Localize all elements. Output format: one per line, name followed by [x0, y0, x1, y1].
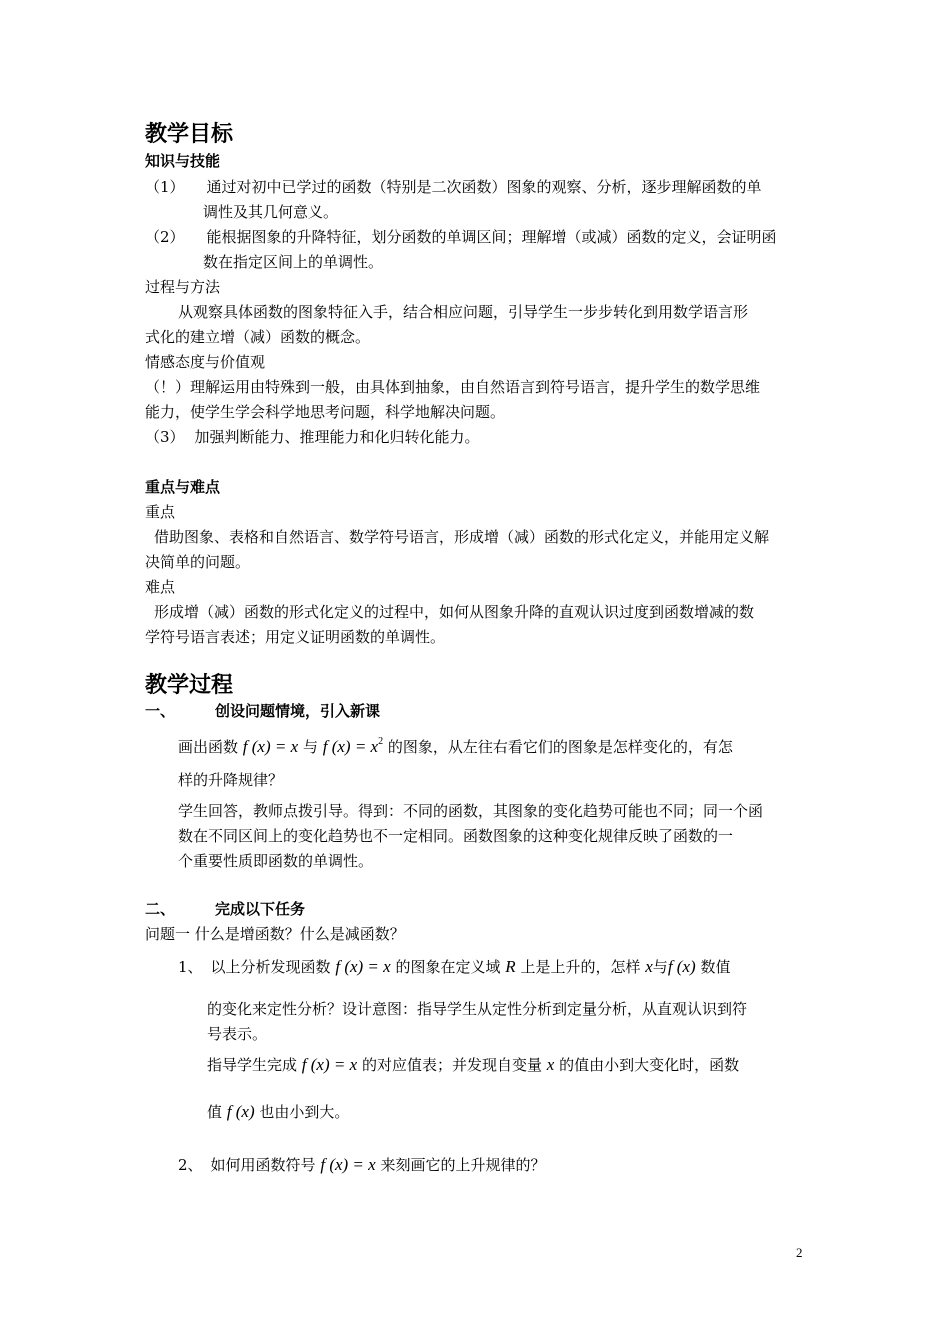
item-text: 能根据图象的升降特征，划分函数的单调区间；理解增（或减）函数的定义，会证明函 — [206, 228, 777, 246]
text-run: 画出函数 — [178, 738, 239, 756]
text-run: 的值由小到大变化时，函数 — [559, 1056, 740, 1074]
process-paragraph-line1: 从观察具体函数的图象特征入手，结合相应问题，引导学生一步步转化到用数学语言形 — [178, 303, 749, 321]
task-number: 2、 — [178, 1156, 203, 1174]
emotion-paragraph-line1: （！）理解运用由特殊到一般，由具体到抽象，由自然语言到符号语言，提升学生的数学思维 — [145, 378, 761, 396]
process-paragraph-line2: 式化的建立增（减）函数的概念。 — [145, 328, 371, 346]
step-1-answer-line2: 数在不同区间上的变化趋势也不一定相同。函数图象的这种变化规律反映了函数的一 — [178, 827, 734, 845]
text-run: 数值 — [700, 958, 731, 976]
formula-fx: f (x) — [667, 957, 696, 976]
text-run: 来刻画它的上升规律的？ — [380, 1156, 546, 1174]
text-run: 的图象，从左往右看它们的图象是怎样变化的，有怎 — [387, 738, 733, 756]
formula-fx-eq-x-squared — [323, 737, 383, 756]
step-1-paragraph-line1 — [178, 727, 843, 762]
formula-exponent: 2 — [378, 736, 384, 747]
heading-teaching-objectives: 教学目标 — [145, 122, 234, 147]
question-one: 问题一 什么是增函数？什么是减函数？ — [145, 925, 405, 943]
step-number: 二、 — [145, 900, 176, 918]
text-run: 也由小到大。 — [259, 1103, 350, 1121]
heading-key-difficult-points: 重点与难点 — [145, 478, 221, 496]
text-run: 的图象在定义域 — [395, 958, 501, 976]
objective-item-1-cont: 调性及其几何意义。 — [203, 203, 339, 221]
item-text: 通过对初中已学过的函数（特别是二次函数）图象的观察、分析，逐步理解函数的单 — [206, 178, 762, 196]
symbol-x: x — [546, 1055, 555, 1074]
step-1-paragraph-line2: 样的升降规律？ — [178, 771, 284, 789]
step-1-heading — [145, 699, 810, 724]
symbol-x: x — [645, 957, 653, 976]
page-number: 2 — [796, 1245, 803, 1260]
task-1-line3: 号表示。 — [207, 1025, 268, 1043]
task-1-line5 — [207, 1097, 872, 1127]
item-text: 加强判断能力、推理能力和化归转化能力。 — [194, 428, 480, 446]
text-run: 以上分析发现函数 — [210, 958, 331, 976]
objective-item-2-cont: 数在指定区间上的单调性。 — [203, 253, 384, 271]
task-1-line4 — [207, 1050, 872, 1080]
formula-fx-eq-x: f (x) = x — [242, 737, 299, 756]
emotion-paragraph-line2: 能力，使学生学会科学地思考问题，科学地解决问题。 — [145, 403, 506, 421]
objective-item-2 — [145, 225, 810, 250]
text-run: 如何用函数符号 — [210, 1156, 316, 1174]
text-run: 指导学生完成 — [207, 1056, 298, 1074]
emotion-item-3 — [145, 425, 810, 450]
subheading-knowledge-skills: 知识与技能 — [145, 152, 221, 170]
formula-fx: f (x) — [226, 1102, 255, 1121]
step-title: 创设问题情境，引入新课 — [215, 702, 381, 720]
formula-fx-eq-x: f (x) = x — [301, 1055, 358, 1074]
task-1-line1 — [178, 952, 843, 982]
subheading-process-methods: 过程与方法 — [145, 278, 221, 296]
step-2-heading — [145, 897, 810, 922]
formula-fx-eq-x: f (x) = x — [335, 957, 391, 976]
formula-base: f (x) = x — [322, 737, 379, 756]
subheading-difficult-point: 难点 — [145, 578, 176, 596]
item-number: （3） — [145, 428, 185, 446]
step-1-answer-line1: 学生回答，教师点拨引导。得到：不同的函数，其图象的变化趋势可能也不同；同一个函 — [178, 802, 764, 820]
task-2-line1 — [178, 1150, 843, 1180]
text-run: 与 — [302, 738, 318, 756]
difficult-point-line2: 学符号语言表述；用定义证明函数的单调性。 — [145, 628, 446, 646]
task-number: 1、 — [178, 958, 203, 976]
item-number: （2） — [145, 228, 185, 246]
subheading-emotion-values: 情感态度与价值观 — [145, 353, 266, 371]
text-run: 的对应值表；并发现自变量 — [361, 1056, 542, 1074]
heading-teaching-process: 教学过程 — [145, 673, 234, 698]
formula-fx-eq-x: f (x) = x — [320, 1155, 376, 1174]
key-point-line1: 借助图象、表格和自然语言、数学符号语言，形成增（减）函数的形式化定义，并能用定义解 — [154, 528, 770, 546]
task-1-line2: 的变化来定性分析？设计意图：指导学生从定性分析到定量分析，从直观认识到符 — [207, 1000, 748, 1018]
step-title: 完成以下任务 — [215, 900, 306, 918]
step-number: 一、 — [145, 702, 176, 720]
text-run: 与 — [652, 958, 668, 976]
objective-item-1 — [145, 175, 810, 200]
item-number: （1） — [145, 178, 185, 196]
symbol-R: R — [505, 957, 516, 976]
key-point-line2: 决简单的问题。 — [145, 553, 251, 571]
text-run: 上是上升的，怎样 — [520, 958, 641, 976]
subheading-key-point: 重点 — [145, 503, 176, 521]
text-run: 值 — [207, 1103, 223, 1121]
step-1-answer-line3: 个重要性质即函数的单调性。 — [178, 852, 374, 870]
difficult-point-line1: 形成增（减）函数的形式化定义的过程中，如何从图象升降的直观认识过度到函数增减的数 — [154, 603, 755, 621]
